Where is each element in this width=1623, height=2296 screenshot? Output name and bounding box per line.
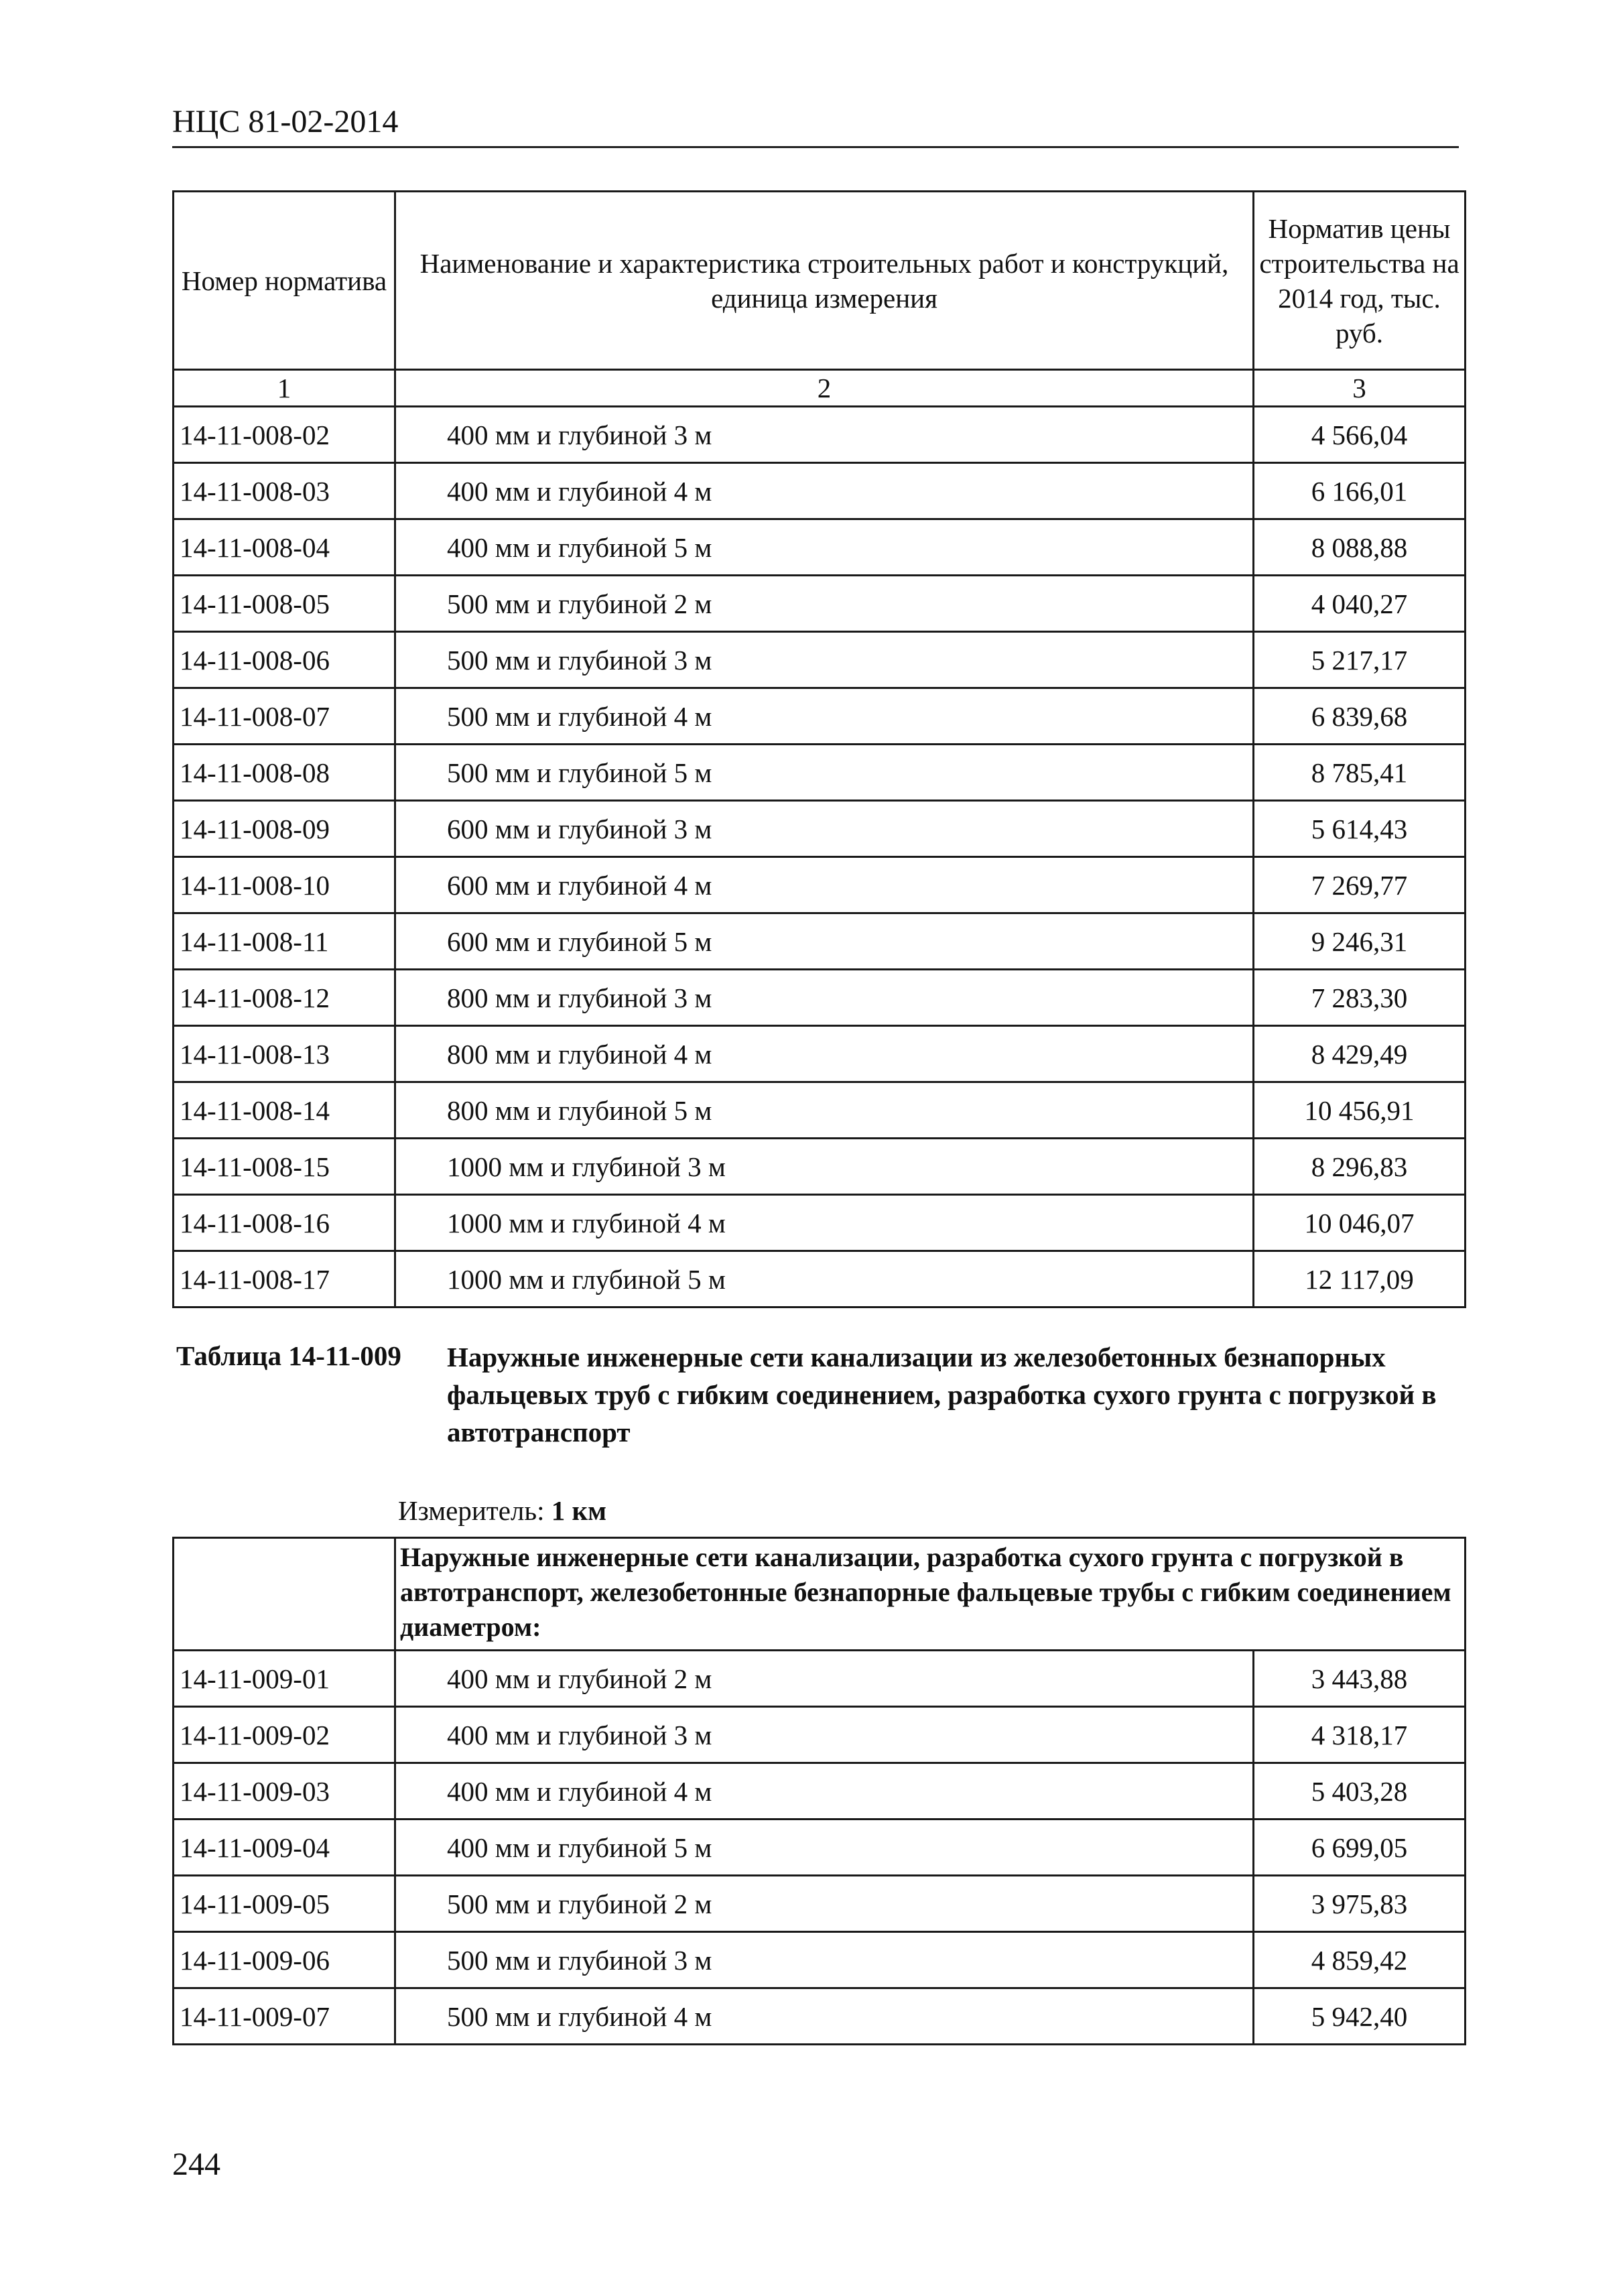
measure-label: Измеритель: <box>398 1495 545 1526</box>
price-cell: 4 566,04 <box>1254 407 1466 463</box>
price-cell: 3 975,83 <box>1254 1876 1466 1932</box>
table-row <box>174 576 1466 632</box>
description-cell: 400 мм и глубиной 4 м <box>395 463 1254 519</box>
description-cell: 800 мм и глубиной 5 м <box>395 1082 1254 1139</box>
price-cell: 5 614,43 <box>1254 801 1466 857</box>
norm-code-cell: 14-11-008-11 <box>174 913 395 970</box>
table-row <box>174 407 1466 463</box>
description-cell: 400 мм и глубиной 5 м <box>395 1820 1254 1876</box>
table-row <box>174 857 1466 913</box>
norm-code-cell: 14-11-008-04 <box>174 519 395 576</box>
description-cell: 400 мм и глубиной 3 м <box>395 407 1254 463</box>
description-cell: 400 мм и глубиной 5 м <box>395 519 1254 576</box>
table-row <box>174 632 1466 688</box>
table-row <box>174 1988 1466 2045</box>
table-body <box>174 407 1466 1308</box>
table-row <box>174 745 1466 801</box>
description-cell: 1000 мм и глубиной 5 м <box>395 1251 1254 1308</box>
description-cell: 800 мм и глубиной 3 м <box>395 970 1254 1026</box>
group-header-row <box>174 1538 1466 1651</box>
column-number-row <box>174 370 1466 407</box>
description-cell: 500 мм и глубиной 4 м <box>395 688 1254 745</box>
price-cell: 12 117,09 <box>1254 1251 1466 1308</box>
price-cell: 4 859,42 <box>1254 1932 1466 1988</box>
table-row <box>174 1763 1466 1820</box>
price-cell: 5 403,28 <box>1254 1763 1466 1820</box>
table-row <box>174 1139 1466 1195</box>
document-code: НЦС 81-02-2014 <box>172 104 399 139</box>
norm-code-cell: 14-11-009-01 <box>174 1651 395 1707</box>
price-cell: 5 942,40 <box>1254 1988 1466 2045</box>
price-cell: 8 296,83 <box>1254 1139 1466 1195</box>
table-row <box>174 1932 1466 1988</box>
norm-code-cell: 14-11-009-03 <box>174 1763 395 1820</box>
table-header-row <box>174 192 1466 370</box>
norm-code-cell: 14-11-009-02 <box>174 1707 395 1763</box>
description-cell: 1000 мм и глубиной 3 м <box>395 1139 1254 1195</box>
price-cell: 4 318,17 <box>1254 1707 1466 1763</box>
price-cell: 6 166,01 <box>1254 463 1466 519</box>
norm-code-cell: 14-11-008-08 <box>174 745 395 801</box>
table-body <box>174 1651 1466 2045</box>
norm-code-cell: 14-11-008-14 <box>174 1082 395 1139</box>
table-row <box>174 913 1466 970</box>
description-cell: 500 мм и глубиной 4 м <box>395 1988 1254 2045</box>
description-cell: 400 мм и глубиной 3 м <box>395 1707 1254 1763</box>
table-row <box>174 1651 1466 1707</box>
description-cell: 600 мм и глубиной 4 м <box>395 857 1254 913</box>
table-row <box>174 1251 1466 1308</box>
table-caption-label: Таблица 14-11-009 <box>176 1340 401 1371</box>
description-cell: 1000 мм и глубиной 4 м <box>395 1195 1254 1251</box>
description-cell: 500 мм и глубиной 2 м <box>395 1876 1254 1932</box>
column-header-code: Номер норматива <box>174 192 395 370</box>
group-header-empty-cell <box>174 1538 395 1651</box>
description-cell: 500 мм и глубиной 3 м <box>395 1932 1254 1988</box>
table-row <box>174 970 1466 1026</box>
table-row <box>174 1195 1466 1251</box>
column-header-price: Норматив цены строительства на 2014 год, тыс. руб. <box>1254 192 1466 370</box>
price-cell: 9 246,31 <box>1254 913 1466 970</box>
norm-code-cell: 14-11-008-02 <box>174 407 395 463</box>
norm-code-cell: 14-11-008-05 <box>174 576 395 632</box>
price-cell: 7 283,30 <box>1254 970 1466 1026</box>
table-caption-title: Наружные инженерные сети канализации из железобетонных безнапорных фальцевых труб с гибким соединением, разработка сухого грунта с погрузкой в автотранспорт <box>447 1342 1437 1448</box>
price-cell: 6 699,05 <box>1254 1820 1466 1876</box>
norm-code-cell: 14-11-008-06 <box>174 632 395 688</box>
norm-code-cell: 14-11-009-06 <box>174 1932 395 1988</box>
table-row <box>174 1082 1466 1139</box>
norm-table-14-11-008 <box>172 190 1466 1308</box>
norm-code-cell: 14-11-009-05 <box>174 1876 395 1932</box>
price-cell: 3 443,88 <box>1254 1651 1466 1707</box>
table-row <box>174 519 1466 576</box>
description-cell: 600 мм и глубиной 3 м <box>395 801 1254 857</box>
norm-code-cell: 14-11-008-09 <box>174 801 395 857</box>
norm-code-cell: 14-11-008-10 <box>174 857 395 913</box>
column-number: 2 <box>395 370 1254 407</box>
measure-unit-line <box>398 1493 606 1528</box>
description-cell: 500 мм и глубиной 5 м <box>395 745 1254 801</box>
table-row <box>174 688 1466 745</box>
column-number: 3 <box>1254 370 1466 407</box>
norm-code-cell: 14-11-008-13 <box>174 1026 395 1082</box>
table-row <box>174 1820 1466 1876</box>
table-row <box>174 1026 1466 1082</box>
norm-code-cell: 14-11-008-15 <box>174 1139 395 1195</box>
norm-code-cell: 14-11-008-07 <box>174 688 395 745</box>
price-cell: 7 269,77 <box>1254 857 1466 913</box>
price-cell: 8 429,49 <box>1254 1026 1466 1082</box>
price-cell: 10 456,91 <box>1254 1082 1466 1139</box>
description-cell: 500 мм и глубиной 3 м <box>395 632 1254 688</box>
price-cell: 8 785,41 <box>1254 745 1466 801</box>
description-cell: 500 мм и глубиной 2 м <box>395 576 1254 632</box>
price-cell: 4 040,27 <box>1254 576 1466 632</box>
table-row <box>174 1707 1466 1763</box>
page-number: 244 <box>172 2147 220 2182</box>
norm-code-cell: 14-11-008-03 <box>174 463 395 519</box>
measure-value: 1 км <box>551 1495 607 1526</box>
norm-code-cell: 14-11-008-16 <box>174 1195 395 1251</box>
description-cell: 600 мм и глубиной 5 м <box>395 913 1254 970</box>
column-number: 1 <box>174 370 395 407</box>
norm-code-cell: 14-11-008-12 <box>174 970 395 1026</box>
group-title: Наружные инженерные сети канализации, разработка сухого грунта с погрузкой в автотранспорт, железобетонные безнапорные фальцевые трубы с гибким соединением диаметром: <box>395 1538 1466 1651</box>
column-header-description: Наименование и характеристика строительных работ и конструкций, единица измерения <box>395 192 1254 370</box>
price-cell: 10 046,07 <box>1254 1195 1466 1251</box>
table-row <box>174 463 1466 519</box>
table-row <box>174 801 1466 857</box>
description-cell: 400 мм и глубиной 2 м <box>395 1651 1254 1707</box>
norm-code-cell: 14-11-008-17 <box>174 1251 395 1308</box>
description-cell: 400 мм и глубиной 4 м <box>395 1763 1254 1820</box>
price-cell: 8 088,88 <box>1254 519 1466 576</box>
document-header <box>172 101 1459 148</box>
norm-table-14-11-009 <box>172 1537 1466 2045</box>
price-cell: 5 217,17 <box>1254 632 1466 688</box>
table-row <box>174 1876 1466 1932</box>
price-cell: 6 839,68 <box>1254 688 1466 745</box>
description-cell: 800 мм и глубиной 4 м <box>395 1026 1254 1082</box>
norm-code-cell: 14-11-009-07 <box>174 1988 395 2045</box>
norm-code-cell: 14-11-009-04 <box>174 1820 395 1876</box>
